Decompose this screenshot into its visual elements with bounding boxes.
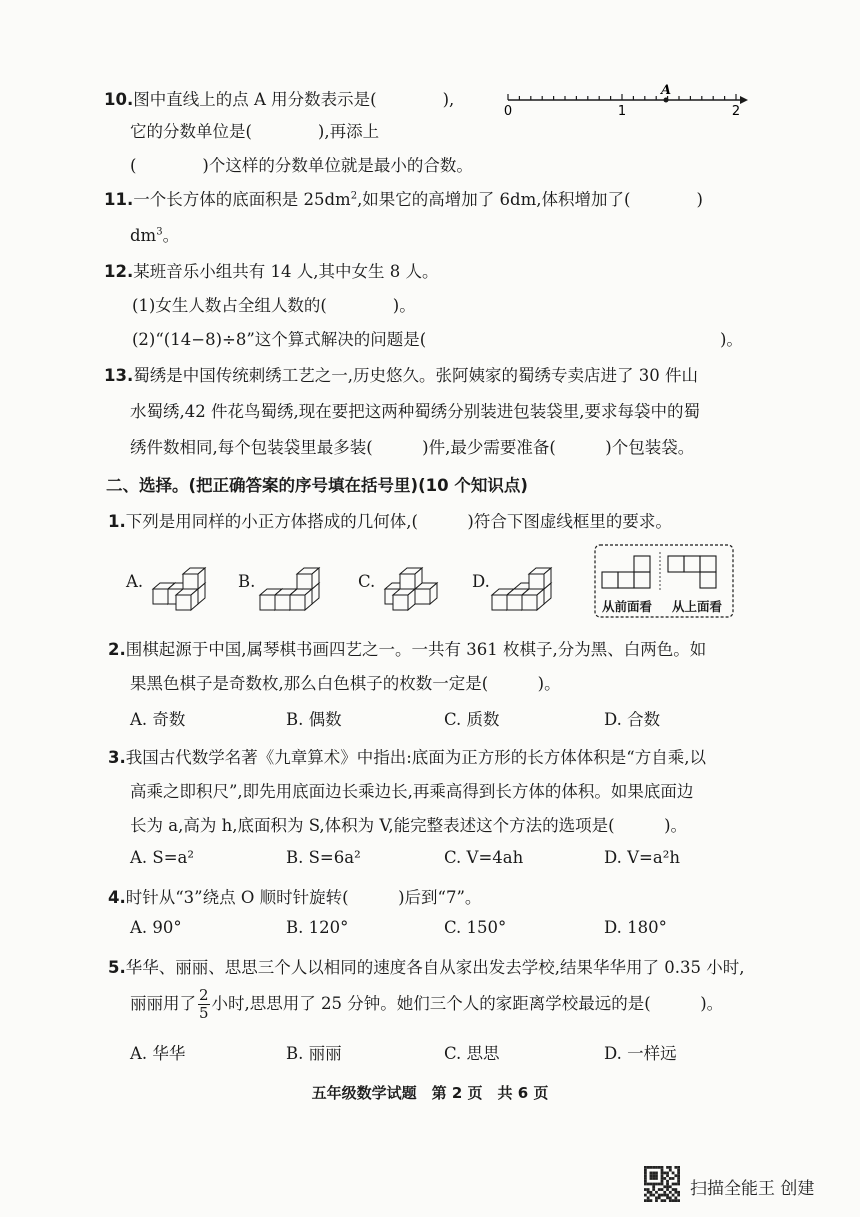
q10-line2: 它的分数单位是( ),再添上 [130, 122, 380, 141]
tick-label-1: 1 [617, 104, 627, 118]
question-number: 4. [108, 888, 126, 907]
question-text: 时针从“3”绕点 O 顺时针旋转( )后到“7”。 [125, 888, 482, 907]
c2-option-b: B. 偶数 [286, 710, 342, 729]
point-a-marker [664, 98, 669, 103]
c2-option-c: C. 质数 [444, 710, 500, 729]
c5-option-b: B. 丽丽 [286, 1044, 342, 1063]
c3-line1 [108, 744, 706, 768]
tick-label-0: 0 [503, 104, 513, 118]
superscript: 3 [156, 226, 163, 238]
q13-line1 [104, 362, 698, 386]
scanner-watermark [644, 1166, 844, 1202]
question-number: 13. [104, 366, 134, 385]
q10-line1 [104, 86, 454, 110]
c1-option-d-label: D. [472, 572, 490, 591]
qr-code-icon [644, 1166, 680, 1202]
unit-cube [297, 568, 319, 589]
point-a-label: A [661, 84, 672, 98]
unit-cube [183, 568, 205, 589]
front-view-grid [602, 556, 650, 588]
c4-option-c: C. 150° [444, 918, 507, 937]
q12-sub2-end: )。 [720, 330, 743, 349]
question-text: 一个长方体的底面积是 25dm [133, 190, 351, 209]
unit-cube [176, 589, 198, 610]
unit-cube [393, 589, 415, 610]
q12-sub1: (1)女生人数占全组人数的( )。 [132, 296, 416, 315]
c4-option-a: A. 90° [130, 918, 182, 937]
solid-d-figure [490, 548, 566, 612]
question-text: 丽丽用了 [130, 994, 196, 1013]
c3-option-b: B. S=6a² [286, 848, 361, 867]
question-text-rest: 小时,思思用了 25 分钟。她们三个人的家距离学校最远的是( )。 [211, 994, 724, 1013]
c4-option-b: B. 120° [286, 918, 349, 937]
c5-option-c: C. 思思 [444, 1044, 500, 1063]
c5-line1 [108, 954, 744, 978]
tick-label-2: 2 [731, 104, 741, 118]
watermark-text: 扫描全能王 创建 [690, 1179, 815, 1199]
number-line [496, 84, 756, 118]
question-text: 图中直线上的点 A 用分数表示是( ), [133, 90, 455, 109]
c3-option-a: A. S=a² [130, 848, 194, 867]
question-text: 下列是用同样的小正方体搭成的几何体,( )符合下图虚线框里的要求。 [125, 512, 672, 531]
q13-line2: 水蜀绣,42 件花鸟蜀绣,现在要把这两种蜀绣分别装进包装袋里,要求每袋中的蜀 [130, 402, 700, 421]
solid-b-figure [258, 548, 334, 612]
question-number: 5. [108, 958, 126, 977]
q13-line3: 绣件数相同,每个包装袋里最多装( )件,最少需要准备( )个包装袋。 [130, 438, 695, 457]
unit-cube [522, 589, 544, 610]
c5-line2 [130, 988, 723, 1021]
q11-line2 [130, 222, 179, 246]
question-number: 2. [108, 640, 126, 659]
unit-cube [400, 568, 422, 589]
c3-line2: 高乘之即积尺”,即先用底面边长乘边长,再乘高得到长方体的体积。如果底面边 [130, 782, 694, 801]
page-footer: 五年级数学试题 第 2 页 共 6 页 [311, 1084, 549, 1102]
c4-line [108, 884, 481, 908]
c1-option-b-label: B. [238, 572, 256, 591]
c1-line [108, 508, 672, 532]
question-text: 蜀绣是中国传统刺绣工艺之一,历史悠久。张阿姨家的蜀绣专卖店进了 30 件山 [133, 366, 698, 385]
question-text: 我国古代数学名著《九章算术》中指出:底面为正方形的长方体体积是“方自乘,以 [125, 748, 706, 767]
c3-option-c: C. V=4ah [444, 848, 524, 867]
c2-line2: 果黑色棋子是奇数枚,那么白色棋子的枚数一定是( )。 [130, 674, 561, 693]
c2-option-d: D. 合数 [604, 710, 661, 729]
question-text: 华华、丽丽、思思三个人以相同的速度各自从家出发去学校,结果华华用了 0.35 小时, [125, 958, 745, 977]
c3-option-d: D. V=a²h [604, 848, 680, 867]
q11-line1 [104, 186, 703, 210]
question-number: 10. [104, 90, 134, 109]
top-view-label: 从上面看 [672, 599, 723, 614]
question-text: 某班音乐小组共有 14 人,其中女生 8 人。 [133, 262, 439, 281]
question-text: 围棋起源于中国,属琴棋书画四艺之一。一共有 361 枚棋子,分为黑、白两色。如 [125, 640, 707, 659]
c5-option-a: A. 华华 [130, 1044, 186, 1063]
top-view-grid [668, 556, 716, 588]
c4-option-d: D. 180° [604, 918, 667, 937]
solid-a-figure [144, 548, 214, 612]
unit-cube [529, 568, 551, 589]
question-number: 12. [104, 262, 134, 281]
question-number: 1. [108, 512, 126, 531]
c3-line3: 长为 a,高为 h,底面积为 S,体积为 V,能完整表述这个方法的选项是( )。 [130, 816, 688, 835]
c2-line1 [108, 636, 706, 660]
period: 。 [162, 226, 180, 245]
fraction-two-fifths [198, 988, 210, 1021]
superscript: 2 [350, 190, 358, 202]
question-number: 3. [108, 748, 126, 767]
c1-option-a-label: A. [126, 572, 144, 591]
q12-sub2: (2)“(14−8)÷8”这个算式解决的问题是( [132, 330, 427, 349]
section-title: 二、选择。(把正确答案的序号填在括号里)(10 个知识点) [106, 476, 528, 495]
c5-option-d: D. 一样远 [604, 1044, 677, 1063]
q10-line3: ( )个这样的分数单位就是最小的合数。 [130, 156, 473, 175]
question-number: 11. [104, 190, 134, 209]
fraction-denominator: 5 [199, 1004, 209, 1022]
c2-option-a: A. 奇数 [130, 710, 186, 729]
solid-c-figure [376, 548, 452, 612]
q12-line1 [104, 258, 438, 282]
front-view-label: 从前面看 [602, 599, 653, 614]
c1-option-c-label: C. [358, 572, 376, 591]
unit-text: dm [130, 226, 157, 245]
unit-cube [290, 589, 312, 610]
question-text-rest: ,如果它的高增加了 6dm,体积增加了( ) [357, 190, 703, 209]
fraction-numerator: 2 [199, 986, 209, 1004]
